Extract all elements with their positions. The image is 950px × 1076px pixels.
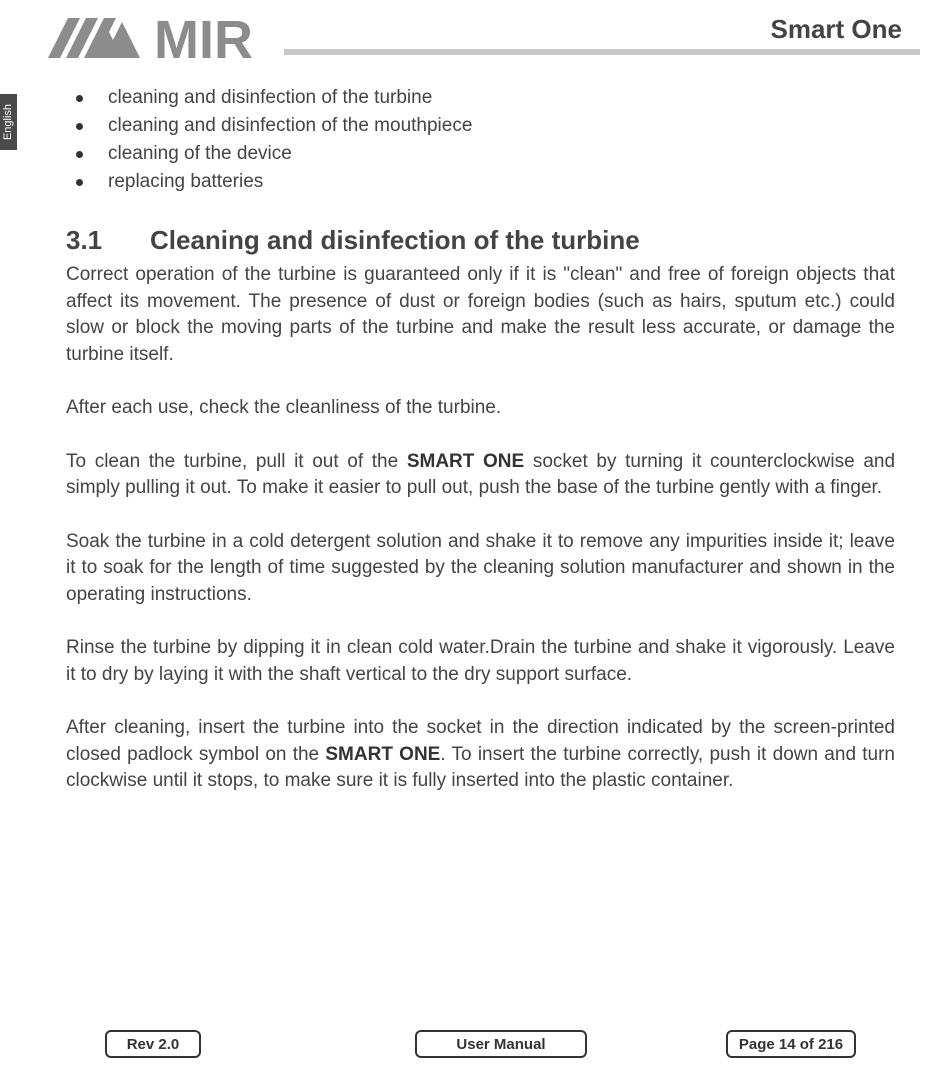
- bullet-icon: [76, 95, 83, 102]
- section-heading: [66, 224, 895, 256]
- page-number-badge: [726, 1030, 856, 1058]
- manual-badge: [415, 1030, 587, 1058]
- paragraph-4: Soak the turbine in a cold detergent solution and shake it to remove any impurities inside it; leave it to soak for the length of time suggested by the cleaning solution manufacturer and shown in the operating instructions.: [66, 530, 895, 605]
- list-item: [66, 112, 895, 140]
- paragraph-3-text: socket by turning it counterclockwise and simply pulling it out. To make it easier to pull out, push the base of the turbine gently with a finger.: [66, 450, 896, 498]
- list-item: [66, 84, 895, 112]
- section-title: Cleaning and disinfection of the turbine: [150, 225, 640, 255]
- bullet-icon: [76, 123, 83, 130]
- paragraph-1: Correct operation of the turbine is guaranteed only if it is "clean" and free of foreign objects that affect its movement. The presence of dust or foreign bodies (such as hairs, sputum etc.) could slow or block the moving parts of the turbine and make the result less accurate, or damage the turbine itself.: [66, 264, 895, 365]
- logo-text: MIR: [154, 10, 253, 62]
- list-item-text: cleaning and disinfection of the mouthpiece: [108, 115, 473, 136]
- list-item: [66, 140, 895, 168]
- language-label: English: [2, 103, 15, 141]
- document-title: Smart One: [770, 14, 902, 44]
- bullet-icon: [76, 151, 83, 158]
- paragraph-5: Rinse the turbine by dipping it in clean cold water.Drain the turbine and shake it vigorously. Leave it to dry by laying it with the shaft vertical to the dry support surface.: [66, 637, 895, 685]
- section-number: 3.1: [66, 225, 103, 255]
- page-number-label: Page 14 of 216: [738, 1035, 844, 1053]
- product-name: SMART ONE: [325, 743, 441, 765]
- language-tab: [0, 94, 17, 150]
- bullet-icon: [76, 179, 83, 186]
- mir-logo: [46, 10, 286, 62]
- paragraph-6-text: After cleaning, insert the turbine into the socket in the direction indicated by the screen-printed closed padlock symbol on the: [66, 717, 895, 765]
- list-item-text: replacing batteries: [108, 171, 264, 192]
- paragraph-2: After each use, check the cleanliness of the turbine.: [66, 397, 502, 418]
- list-item-text: cleaning and disinfection of the turbine: [108, 87, 433, 108]
- header-rule: [284, 49, 920, 55]
- manual-label: User Manual: [456, 1035, 546, 1053]
- paragraph-3: [66, 449, 895, 502]
- list-item: [66, 168, 895, 196]
- list-item-text: cleaning of the device: [108, 143, 292, 164]
- page-header: [0, 0, 950, 70]
- product-name: SMART ONE: [406, 450, 525, 472]
- paragraph-3-text: To clean the turbine, pull it out of the: [66, 450, 407, 472]
- page-footer: [0, 1030, 950, 1060]
- revision-label: Rev 2.0: [126, 1035, 180, 1053]
- paragraph-6-text: . To insert the turbine correctly, push it down and turn clockwise until it stops, to make sure it is fully inserted into the plastic container.: [66, 743, 895, 791]
- paragraph-6: [66, 715, 895, 795]
- revision-badge: [105, 1030, 201, 1058]
- page-content: [66, 84, 895, 822]
- bullet-list: [66, 84, 895, 196]
